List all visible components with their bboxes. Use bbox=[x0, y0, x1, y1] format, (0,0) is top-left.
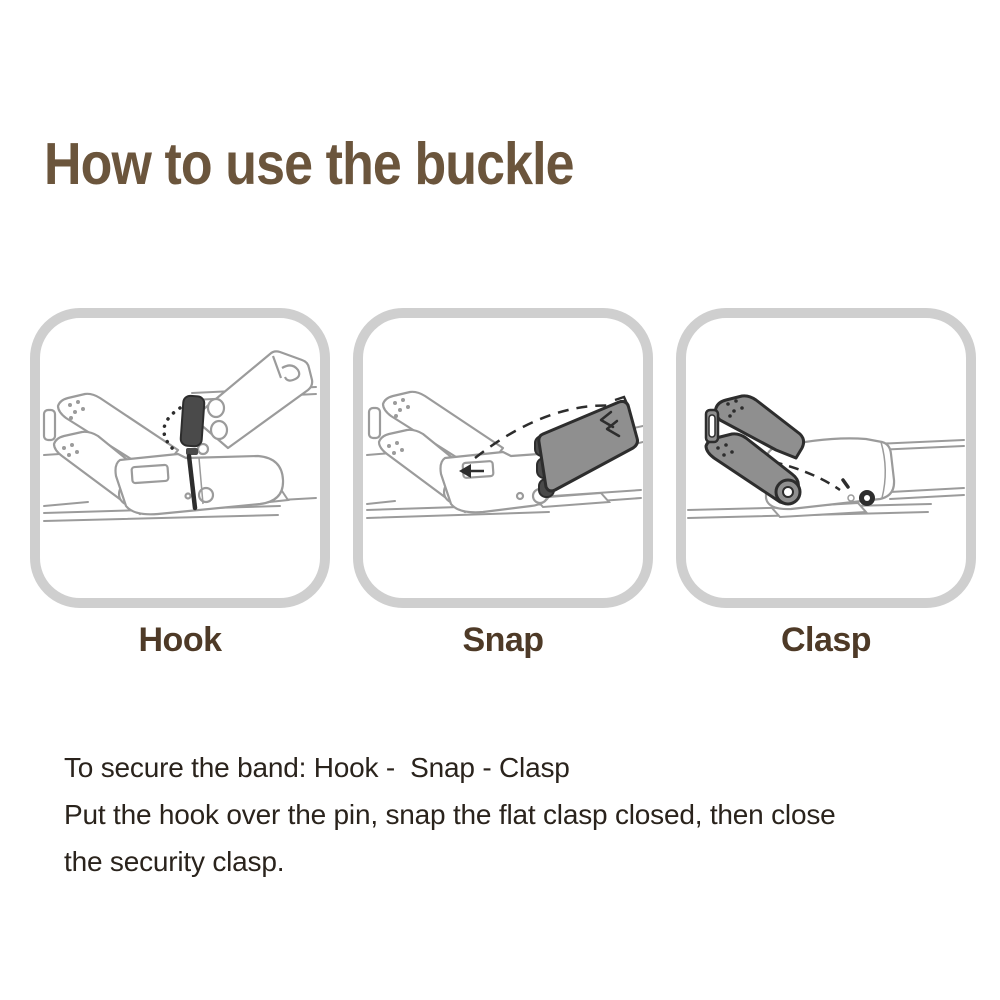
clasp-step-illustration bbox=[686, 318, 966, 598]
step-panel-clasp bbox=[676, 308, 976, 608]
flat-clasp-flap bbox=[539, 397, 638, 491]
raised-strap bbox=[193, 351, 312, 448]
security-clasp bbox=[706, 396, 804, 504]
instruction-line-2: Put the hook over the pin, snap the flat clasp closed, then close bbox=[64, 799, 836, 830]
snap-step-illustration bbox=[363, 318, 643, 598]
step-panels bbox=[30, 308, 976, 608]
buckle-base bbox=[441, 452, 552, 512]
step-label-snap: Snap bbox=[462, 621, 544, 659]
page-title: How to use the buckle bbox=[44, 131, 574, 197]
instructions bbox=[64, 744, 836, 885]
instruction-line-3: the security clasp. bbox=[64, 846, 285, 877]
step-label-clasp: Clasp bbox=[780, 621, 872, 659]
instruction-line-1: To secure the band: Hook - Snap - Clasp bbox=[64, 752, 570, 783]
step-labels bbox=[30, 621, 976, 660]
step-panel-hook bbox=[30, 308, 330, 608]
step-label-hook: Hook bbox=[138, 621, 222, 659]
step-panel-snap bbox=[353, 308, 653, 608]
hook-step-illustration bbox=[40, 318, 320, 598]
